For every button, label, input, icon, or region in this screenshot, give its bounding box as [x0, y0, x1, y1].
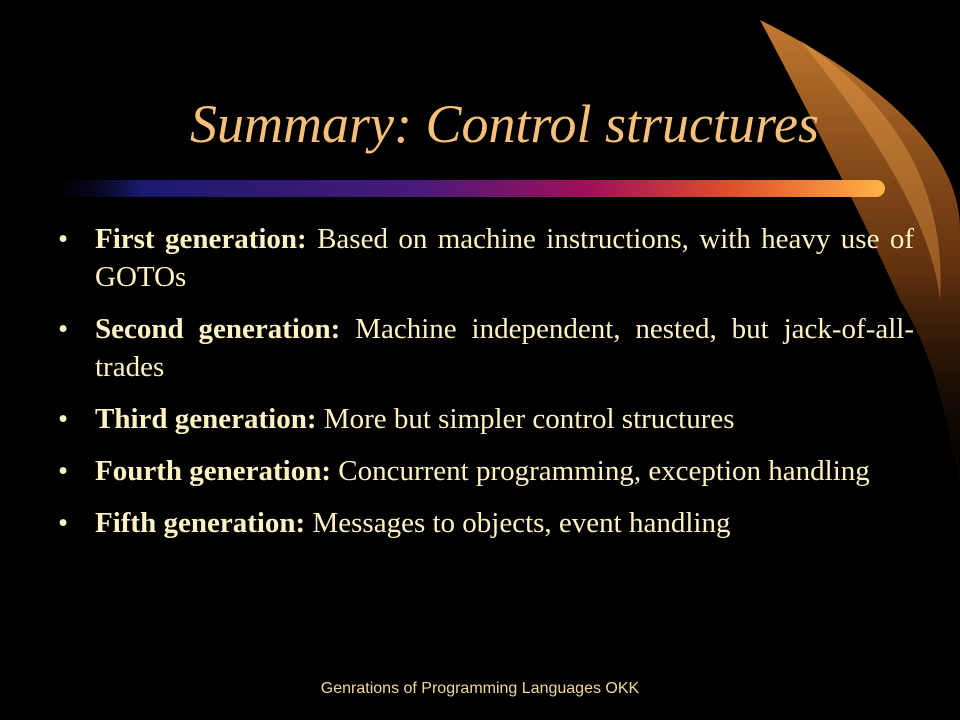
bullet-fourth-generation [58, 452, 914, 490]
bullet-point-icon: • [58, 507, 69, 539]
bullet-text: Concurrent programming, exception handling [338, 455, 870, 487]
bullet-text: Messages to objects, event handling [312, 507, 731, 539]
slide-title: Summary: Control structures [190, 94, 819, 154]
bullet-text: More but simpler control structures [323, 403, 735, 435]
bullet-term: Third generation: [95, 403, 324, 435]
bullet-list [58, 220, 914, 556]
bullet-point-icon: • [58, 223, 69, 255]
bullet-fifth-generation [58, 504, 914, 542]
bullet-term: Fifth generation: [95, 507, 313, 539]
bullet-second-generation [58, 310, 914, 386]
bullet-text: Machine independent, nested, but jack-of-all-trades [95, 313, 914, 383]
bullet-term: Fourth generation: [95, 455, 339, 487]
bullet-term: Second generation: [95, 313, 356, 345]
bullet-point-icon: • [58, 403, 69, 435]
bullet-point-icon: • [58, 455, 69, 487]
slide-footer: Genrations of Programming Languages OKK [320, 680, 640, 697]
bullet-text: Based on machine instructions, with heavy use of GOTOs [95, 223, 914, 293]
bullet-third-generation [58, 400, 914, 438]
bullet-term: First generation: [95, 223, 318, 255]
bullet-first-generation [58, 220, 914, 296]
bullet-point-icon: • [58, 313, 69, 345]
